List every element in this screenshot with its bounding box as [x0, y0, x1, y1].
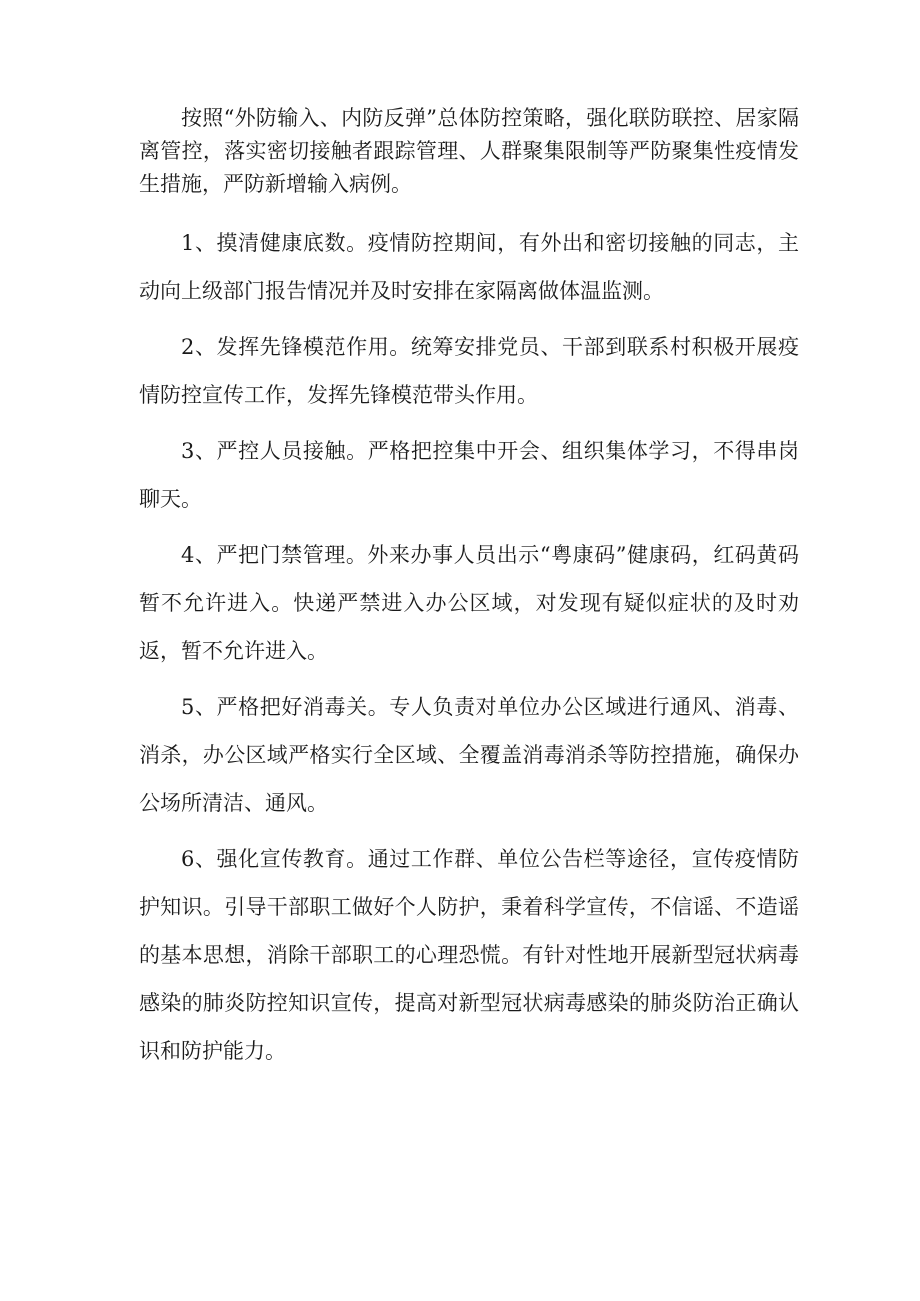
item-paragraph-2: 2、发挥先锋模范作用。统筹安排党员、干部到联系村积极开展疫情防控宣传工作，发挥先锋模范带头作用。	[139, 335, 799, 407]
item-paragraph-4: 4、严把门禁管理。外来办事人员出示“粤康码”健康码，红码黄码暂不允许进入。快递严禁进入办公区域，对发现有疑似症状的及时劝返，暂不允许进入。	[139, 543, 799, 663]
document-body	[139, 102, 799, 1083]
item-paragraph-3: 3、严控人员接触。严格把控集中开会、组织集体学习，不得串岗聊天。	[139, 439, 799, 511]
item-paragraph-5: 5、严格把好消毒关。专人负责对单位办公区域进行通风、消毒、消杀，办公区域严格实行全区域、全覆盖消毒消杀等防控措施，确保办公场所清洁、通风。	[139, 695, 799, 815]
intro-paragraph: 按照“外防输入、内防反弹”总体防控策略，强化联防联控、居家隔离管控，落实密切接触者跟踪管理、人群聚集限制等严防聚集性疫情发生措施，严防新增输入病例。	[139, 106, 799, 196]
item-paragraph-1: 1、摸清健康底数。疫情防控期间，有外出和密切接触的同志，主动向上级部门报告情况并及时安排在家隔离做体温监测。	[139, 231, 799, 303]
item-paragraph-6: 6、强化宣传教育。通过工作群、单位公告栏等途径，宣传疫情防护知识。引导干部职工做好个人防护，秉着科学宣传，不信谣、不造谣的基本思想，消除干部职工的心理恐慌。有针对性地开展新型冠状病毒感染的肺炎防控知识宣传，提高对新型冠状病毒感染的肺炎防治正确认识和防护能力。	[139, 847, 799, 1063]
